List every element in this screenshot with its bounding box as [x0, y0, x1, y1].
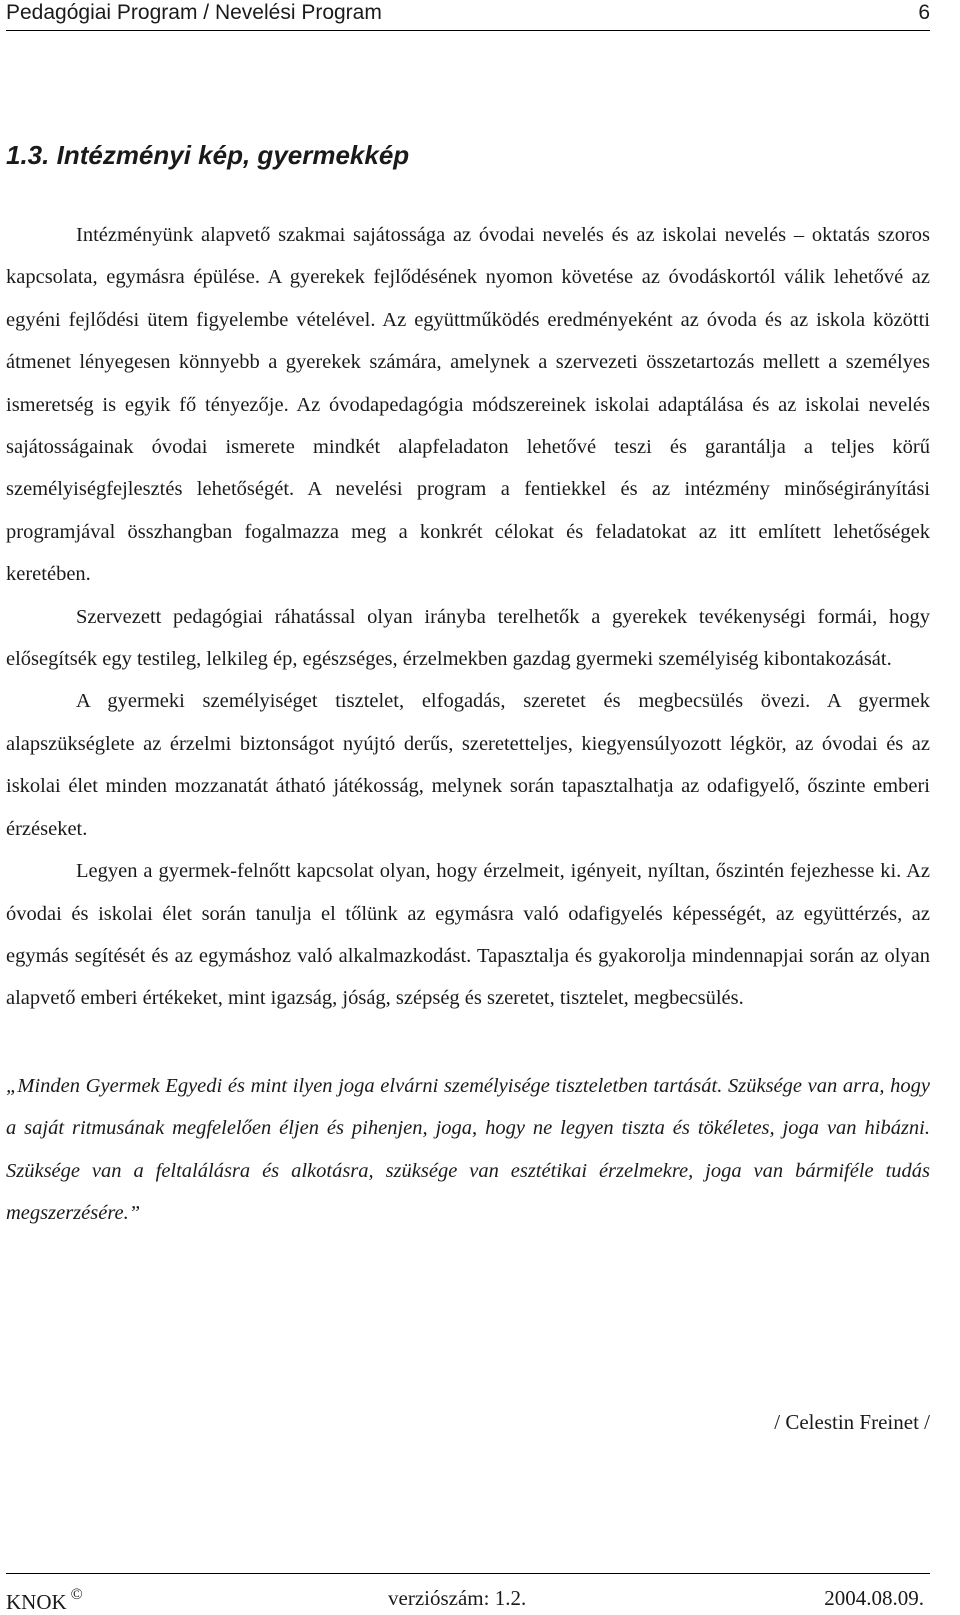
section-title: 1.3. Intézményi kép, gyermekkép [6, 140, 410, 170]
page-header [6, 0, 930, 31]
footer-org-name: KNOK [6, 1590, 67, 1614]
footer-version: verziószám: 1.2. [388, 1586, 527, 1610]
copyright-icon: © [70, 1586, 83, 1603]
paragraph: Szervezett pedagógiai ráhatással olyan irányba terelhetők a gyerekek tevékenységi formái, hogy elősegítsék egy testileg, lelkileg ép, egészséges, érzelmekben gazdag gyermeki személyiség kibontakozását. [6, 605, 930, 671]
quote-author: / Celestin Freinet / [774, 1410, 930, 1434]
page-footer [6, 1573, 930, 1614]
footer-date: 2004.08.09. [824, 1586, 924, 1610]
document-title: Pedagógiai Program / Nevelési Program [6, 1, 382, 24]
paragraph: Intézményünk alapvető szakmai sajátossága az óvodai nevelés és az iskolai nevelés – oktatás szoros kapcsolata, egymásra épülése. A gyerekek fejlődésének nyomon követése az óvodáskortól válik lehetővé az egyéni fejlődési ütem figyelembe vételével. Az együttműködés eredményeként az óvoda és az iskola közötti átmenet lényegesen könnyebb a gyerekek számára, amelynek a szervezeti összetartozás mellett a személyes ismeretség is egyik fő tényezője. Az óvodapedagógia módszereinek iskolai adaptálása és az iskolai nevelés sajátosságainak óvodai ismerete mindkét alapfeladaton lehetővé teszi és garantálja a teljes körű személyiségfejlesztés lehetőségét. A nevelési program a fentiekkel és az intézmény minőségirányítási programjával összhangban fogalmazza meg a konkrét célokat és feladatokat az itt említett lehetőségek keretében. [6, 224, 930, 586]
body-text [6, 214, 930, 1234]
paragraph: A gyermeki személyiséget tisztelet, elfogadás, szeretet és megbecsülés övezi. A gyermek alapszükséglete az érzelmi biztonságot nyújtó derűs, szeretetteljes, kiegyensúlyozott légkör, az óvodai és az iskolai élet minden mozzanatát átható játékosság, melynek során tapasztalhatja az odafigyelő, őszinte emberi érzéseket. [6, 690, 930, 840]
page-number: 6 [918, 1, 930, 24]
paragraph: Legyen a gyermek-felnőtt kapcsolat olyan, hogy érzelmeit, igényeit, nyíltan, őszintén fejezhesse ki. Az óvodai és iskolai élet során tanulja el tőlünk az egymásra való odafigyelés képességét, az együttérzés, az egymás segítését és az egymáshoz való alkalmazkodást. Tapasztalja és gyakorolja mindennapjai során az olyan alapvető emberi értékeket, mint igazság, jóság, szépség és szeretet, tisztelet, megbecsülés. [6, 860, 930, 1010]
footer-organization [6, 1586, 83, 1615]
quote: „Minden Gyermek Egyedi és mint ilyen joga elvárni személyisége tiszteletben tartását. Szüksége van arra, hogy a saját ritmusának megfelelően éljen és pihenjen, joga, hogy ne legyen tiszta és tökéletes, joga van hibázni. Szüksége van a feltalálásra és alkotásra, szüksége van esztétikai érzelmekre, joga van bármiféle tudás megszerzésére.” [6, 1074, 930, 1224]
